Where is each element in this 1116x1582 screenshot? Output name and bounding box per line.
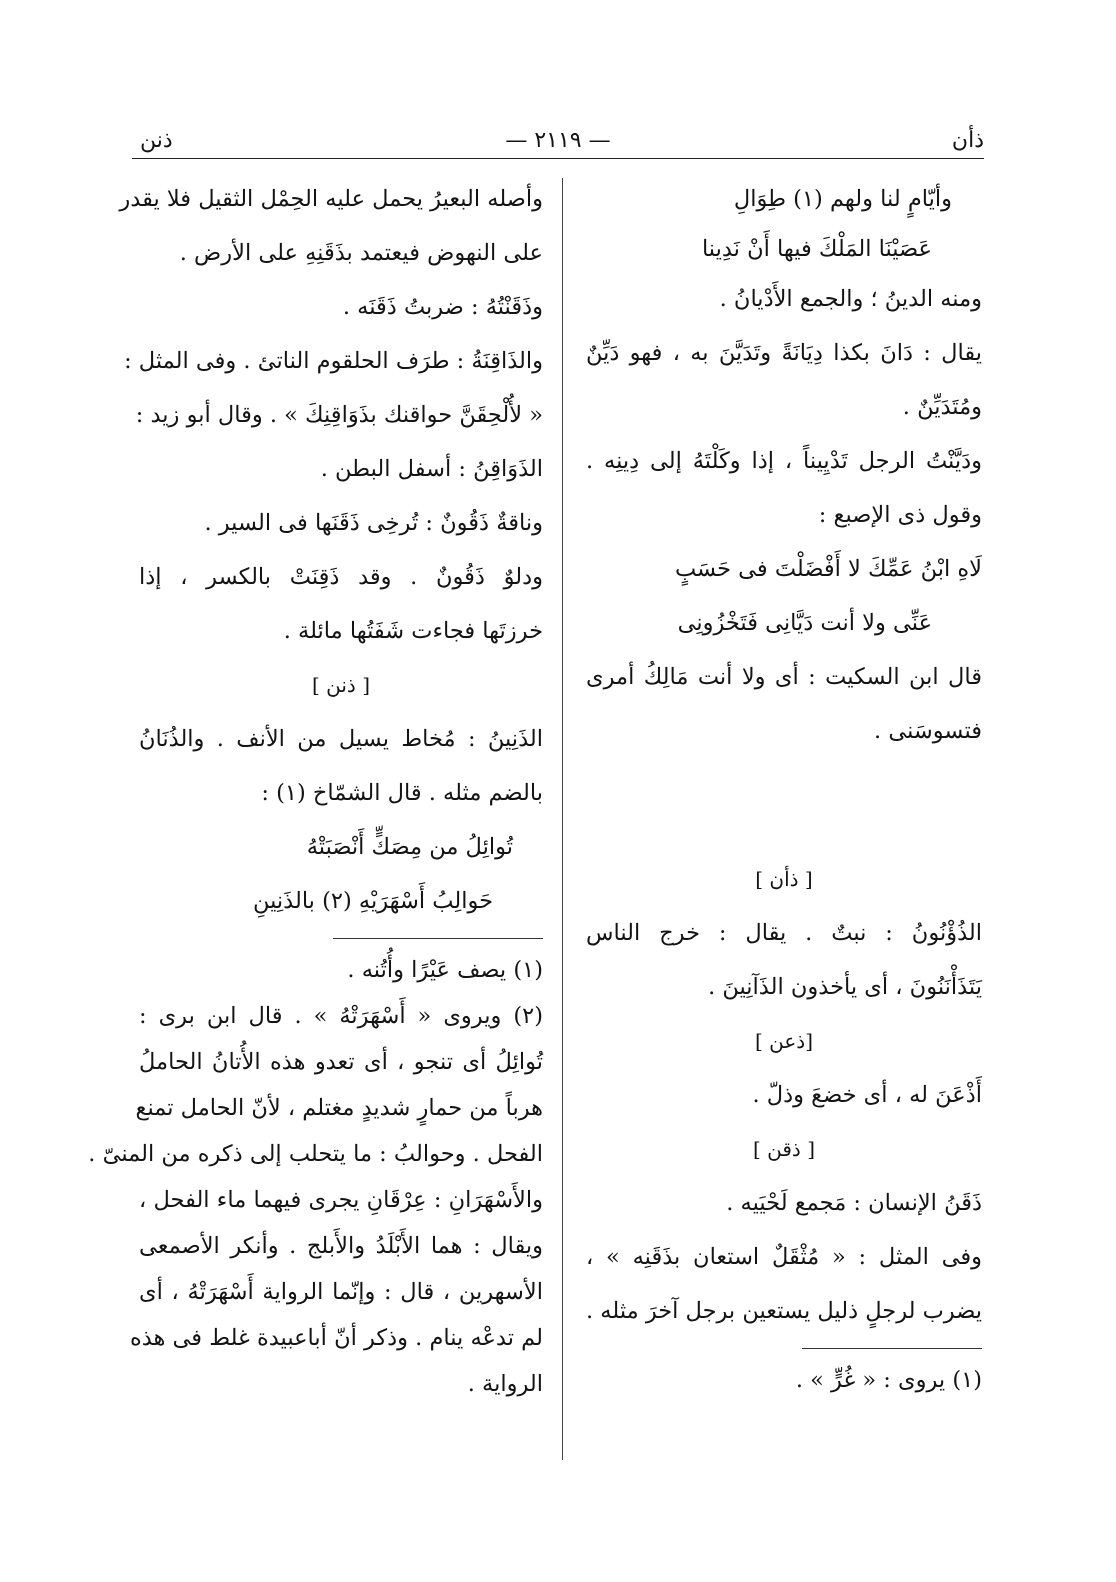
spacer [586, 812, 982, 852]
text-line: ومُتَدَيِّنٌ . [902, 394, 982, 420]
footnote: الرواية . [467, 1371, 543, 1397]
verse-line: وأيّامٍ لنا ولهم (١) طِوَالِ [733, 186, 952, 212]
footnote: تُوائِلُ أى تنجو ، أى تعدو هذه الأُتانُ الحاملُ [139, 1049, 543, 1075]
text-line: وناقةٌ ذَقُونٌ : تُرخِى ذَقَنَها فى السير . [204, 510, 543, 536]
header-rule [132, 158, 984, 159]
right-column [586, 172, 982, 1403]
footnote: الفحل . وحوالبُ : ما يتحلب إلى ذكره من المنىّ . [88, 1141, 543, 1167]
page-header [132, 128, 984, 158]
footnote: لم تدعْه ينام . وذكر أنّ أباعبيدة غلط فى هذه [129, 1325, 543, 1351]
verse-line: عَنِّى ولا أنت دَيَّانِى فَتَخْزُونِى [677, 610, 932, 636]
text-line: الذَوَاقِنُ : أسفل البطن . [320, 456, 543, 482]
text-line: أَذْعَنَ له ، أى خضعَ وذلّ . [752, 1082, 982, 1108]
text-line: فتسوسَنى . [874, 718, 982, 744]
spacer [586, 758, 982, 812]
footnote: والأَسْهَرَانِ : عِرْقَانِ يجرى فيهما ماء الفحل ، [139, 1187, 543, 1213]
verse-line: تُوائِلُ من مِصَكٍّ أَنْصَبَتْهُ [306, 834, 513, 860]
footnote-rule [333, 938, 543, 939]
text-line: وأصله البعيرُ يحمل عليه الحِمْل الثقيل فلا يقدر [119, 186, 543, 212]
left-column [88, 172, 543, 1407]
footnote: (١) يصف عَيْرًا وأُتُنه . [347, 957, 543, 983]
verse-line: لَاهِ ابْنُ عَمِّكَ لا أَفْضَلْتَ فى حَسَبٍ [674, 556, 982, 582]
text-line: ذَقَنُ الإنسان : مَجمع لَحْيَيه . [726, 1190, 982, 1216]
text-line: ودَيَّنْتُ الرجل تَدْيِيناً ، إذا وكَلْتَهُ إلى دِينِه . [586, 448, 982, 474]
entry-heading: [ ذقن ] [752, 1137, 815, 1161]
text-line: يَتَذَأْنَنُونَ ، أى يأخذون الذَآنِينَ . [708, 974, 982, 1000]
text-line: وقول ذى الإصبع : [818, 502, 982, 528]
text-line: خرزتَها فجاءت شَفَتُها مائلة . [283, 618, 543, 644]
entry-heading: [ذعن ] [754, 1029, 814, 1053]
text-line: والذَاقِنَةُ : طرَف الحلقوم الناتئ . وفى المثل : [124, 348, 543, 374]
footnote: هرباً من حمارٍ شديدٍ مغتلم ، لأنّ الحامل تمنع [135, 1095, 543, 1121]
text-line: يقال : دَانَ بكذا دِيَانَةً وتَدَيَّنَ به ، فهو دَيِّنٌ [586, 340, 982, 366]
text-line: ومنه الدينُ ؛ والجمع الأَدْيانُ . [719, 286, 982, 312]
text-line: يضرب لرجلٍ ذليل يستعين برجل آخرَ مثله . [586, 1298, 982, 1324]
text-line: « لأُلْحِقَنَّ حواقنك بذَوَاقِنِكَ » . وقال أبو زيد : [135, 402, 543, 428]
page-number: — ٢١١٩ — [505, 128, 611, 153]
text-line: على النهوض فيعتمد بذَقَنِهِ على الأرض . [179, 240, 543, 266]
entry-heading: [ ذأن ] [755, 867, 813, 891]
header-root-right: ذأن [951, 128, 984, 153]
header-root-left: ذنن [140, 128, 173, 153]
text-line: وفى المثل : « مُثْقَلٌ استعان بذَقَنِه » ، [586, 1244, 982, 1270]
footnote: (١) يروى : « غُرٍّ » . [795, 1367, 982, 1393]
entry-heading: [ ذنن ] [311, 673, 371, 697]
footnote: ويقال : هما الأَبْلَدُ والأَبلج . وأنكر الأصمعى [139, 1233, 543, 1259]
text-line: الذُؤْنُونُ : نبتٌ . يقال : خرج الناس [586, 920, 982, 946]
footnote-rule [802, 1348, 982, 1349]
text-line: قال ابن السكيت : أى ولا أنت مَالِكُ أمرى [586, 664, 982, 690]
text-line: بالضم مثله . قال الشمّاخ (١) : [261, 780, 543, 806]
text-line: وذَقَنْتُهُ : ضربتُ ذَقَنَه . [342, 294, 543, 320]
text-line: ودلوٌ ذَقُونٌ . وقد ذَقِنَتْ بالكسر ، إذا [139, 564, 543, 590]
verse-line: حَوالِبُ أَسْهَرَيْهِ (٢) بالذَنِينِ [252, 888, 493, 914]
footnote: الأسهرين ، قال : وإنّما الرواية أَسْهَرَتْهُ ، أى [139, 1279, 543, 1305]
verse-line: عَصَيْنَا المَلْكَ فيها أَنْ نَدِينا [701, 236, 932, 262]
column-divider [562, 178, 563, 1460]
text-line: الذَنِينُ : مُخاط يسيل من الأنف . والذُنَانُ [139, 726, 543, 752]
footnote: (٢) ويروى « أَسْهَرَتْهُ » . قال ابن برى : [139, 1003, 543, 1029]
